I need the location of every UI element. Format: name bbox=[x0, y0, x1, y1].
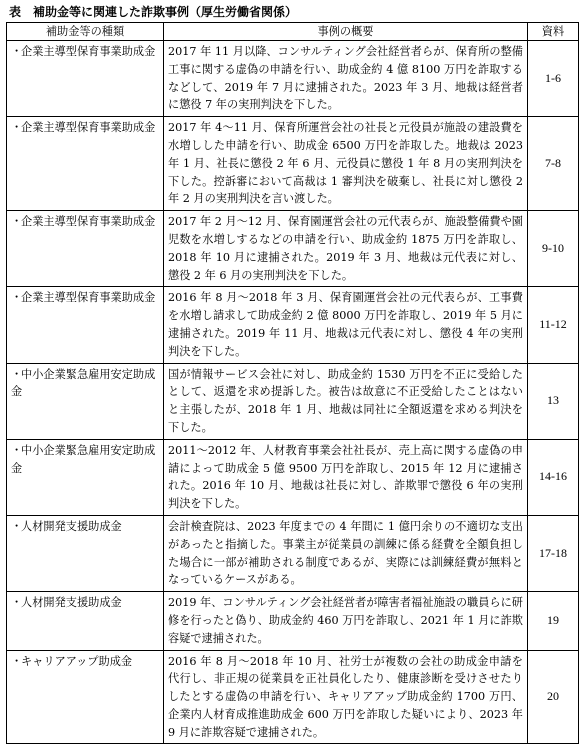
reference-cell: 11-12 bbox=[528, 287, 579, 363]
table-row bbox=[7, 287, 579, 363]
case-summary-cell: 国が情報サービス会社に対し、助成金約 1530 万円を不正に受給したとして、返還を求め提訴した。被告は故意に不正受給したことはないと主張したが、2018 年 1 月、地裁は同社に全額返還を求める判決を下した。 bbox=[164, 363, 528, 439]
subsidy-type-cell bbox=[7, 439, 164, 515]
subsidy-type-text: 人材開発支援助成金 bbox=[21, 519, 122, 533]
subsidy-type-text: 中小企業緊急雇用安定助成金 bbox=[11, 367, 156, 399]
subsidy-type-text: 人材開発支援助成金 bbox=[21, 596, 122, 610]
subsidy-type-text: 中小企業緊急雇用安定助成金 bbox=[11, 443, 156, 475]
case-summary-cell: 2016 年 8 月～2018 年 3 月、保育園運営会社の元代表らが、工事費を水増し請求して助成金約 2 億 8000 万円を詐取し、2019 年 5 月に逮捕された。2019 年 11 月、地裁は元代表に対し、懲役 4 年の実刑判決を下した。 bbox=[164, 287, 528, 363]
subsidy-type-cell bbox=[7, 515, 164, 591]
case-summary-cell: 2019 年、コンサルティング会社経営者が障害者福祉施設の職員らに研修を行ったと偽り、助成金約 460 万円を詐取し、2021 年 1 月に詐欺容疑で逮捕された。 bbox=[164, 592, 528, 650]
subsidy-type-text: 企業主導型保育事業助成金 bbox=[21, 121, 156, 135]
subsidy-type-cell bbox=[7, 287, 164, 363]
reference-cell: 14-16 bbox=[528, 439, 579, 515]
reference-cell: 17-18 bbox=[528, 515, 579, 591]
bullet-icon: ・ bbox=[11, 367, 23, 381]
subsidy-type-text: 企業主導型保育事業助成金 bbox=[21, 215, 156, 229]
subsidy-type-cell bbox=[7, 363, 164, 439]
reference-cell: 7-8 bbox=[528, 117, 579, 211]
subsidy-type-cell bbox=[7, 117, 164, 211]
bullet-icon: ・ bbox=[11, 45, 23, 58]
header-type: 補助金等の種類 bbox=[7, 23, 164, 41]
table-row bbox=[7, 592, 579, 650]
reference-cell: 19 bbox=[528, 592, 579, 650]
bullet-icon: ・ bbox=[11, 291, 23, 305]
reference-cell: 1-6 bbox=[528, 41, 579, 117]
subsidy-type-text: 企業主導型保育事業助成金 bbox=[21, 291, 156, 305]
table-header-row bbox=[7, 23, 579, 41]
subsidy-type-text: キャリアアップ助成金 bbox=[21, 654, 133, 668]
bullet-icon: ・ bbox=[11, 121, 23, 135]
subsidy-type-cell bbox=[7, 41, 164, 117]
table-row bbox=[7, 211, 579, 287]
subsidy-type-cell bbox=[7, 650, 164, 744]
fraud-cases-table bbox=[6, 22, 579, 744]
table-row bbox=[7, 41, 579, 117]
table-row bbox=[7, 117, 579, 211]
subsidy-type-text: 企業主導型保育事業助成金 bbox=[21, 45, 156, 58]
table-title: 表 補助金等に関連した詐欺事例（厚生労働省関係） bbox=[9, 5, 298, 19]
table-row bbox=[7, 439, 579, 515]
bullet-icon: ・ bbox=[11, 519, 23, 533]
case-summary-cell: 2017 年 4～11 月、保育所運営会社の社長と元役員が施設の建設費を水増しした申請を行い、助成金 6500 万円を詐取した。地裁は 2023 年 1 月、社長に懲役 2 年 6 月、元役員に懲役 1 年 8 月の実刑判決を下した。控訴審において高裁は 1 審判決を破棄し、社長に対し懲役 2 年 2 月の実刑判決を言い渡した。 bbox=[164, 117, 528, 211]
bullet-icon: ・ bbox=[11, 443, 23, 457]
table-row bbox=[7, 363, 579, 439]
header-summary: 事例の概要 bbox=[164, 23, 528, 41]
bullet-icon: ・ bbox=[11, 215, 23, 229]
reference-cell: 9-10 bbox=[528, 211, 579, 287]
header-ref: 資料 bbox=[528, 23, 579, 41]
reference-cell: 20 bbox=[528, 650, 579, 744]
subsidy-type-cell bbox=[7, 211, 164, 287]
case-summary-cell: 2017 年 11 月以降、コンサルティング会社経営者らが、保育所の整備工事に関する虚偽の申請を行い、助成金約 4 億 8100 万円を詐取するなどして、2019 年 7 月に逮捕された。2023 年 3 月、地裁は経営者に懲役 7 年の実刑判決を下した。 bbox=[164, 41, 528, 117]
table-body bbox=[7, 41, 579, 744]
table-row bbox=[7, 515, 579, 591]
case-summary-cell: 会計検査院は、2023 年度までの 4 年間に 1 億円余りの不適切な支出があったと指摘した。事業主が従業員の訓練に係る経費を全額負担した場合に一部が補助される制度であるが、実際には訓練経費が無料となっているケースがある。 bbox=[164, 515, 528, 591]
case-summary-cell: 2016 年 8 月～2018 年 10 月、社労士が複数の会社の助成金申請を代行し、非正規の従業員を正社員化したり、健康診断を受けさせたりしたとする虚偽の申請を行い、キャリアアップ助成金約 1700 万円、企業内人材育成推進助成金 600 万円を詐取した疑いにより、2023 年 9 月に詐欺容疑で逮捕された。 bbox=[164, 650, 528, 744]
bullet-icon: ・ bbox=[11, 654, 23, 668]
bullet-icon: ・ bbox=[11, 596, 23, 610]
table-row bbox=[7, 650, 579, 744]
subsidy-type-cell bbox=[7, 592, 164, 650]
case-summary-cell: 2017 年 2 月～12 月、保育園運営会社の元代表らが、施設整備費や園児数を水増しするなどの申請を行い、助成金約 1875 万円を詐取し、2018 年 10 月に逮捕された。2019 年 3 月、地裁は元代表に対し、懲役 2 年 6 月の実刑判決を下した。 bbox=[164, 211, 528, 287]
reference-cell: 13 bbox=[528, 363, 579, 439]
case-summary-cell: 2011～2012 年、人材教育事業会社社長が、売上高に関する虚偽の申請によって助成金 5 億 9500 万円を詐取し、2015 年 12 月に逮捕された。2016 年 10 月、地裁は社長に対し、詐欺罪で懲役 6 年の実刑判決を下した。 bbox=[164, 439, 528, 515]
